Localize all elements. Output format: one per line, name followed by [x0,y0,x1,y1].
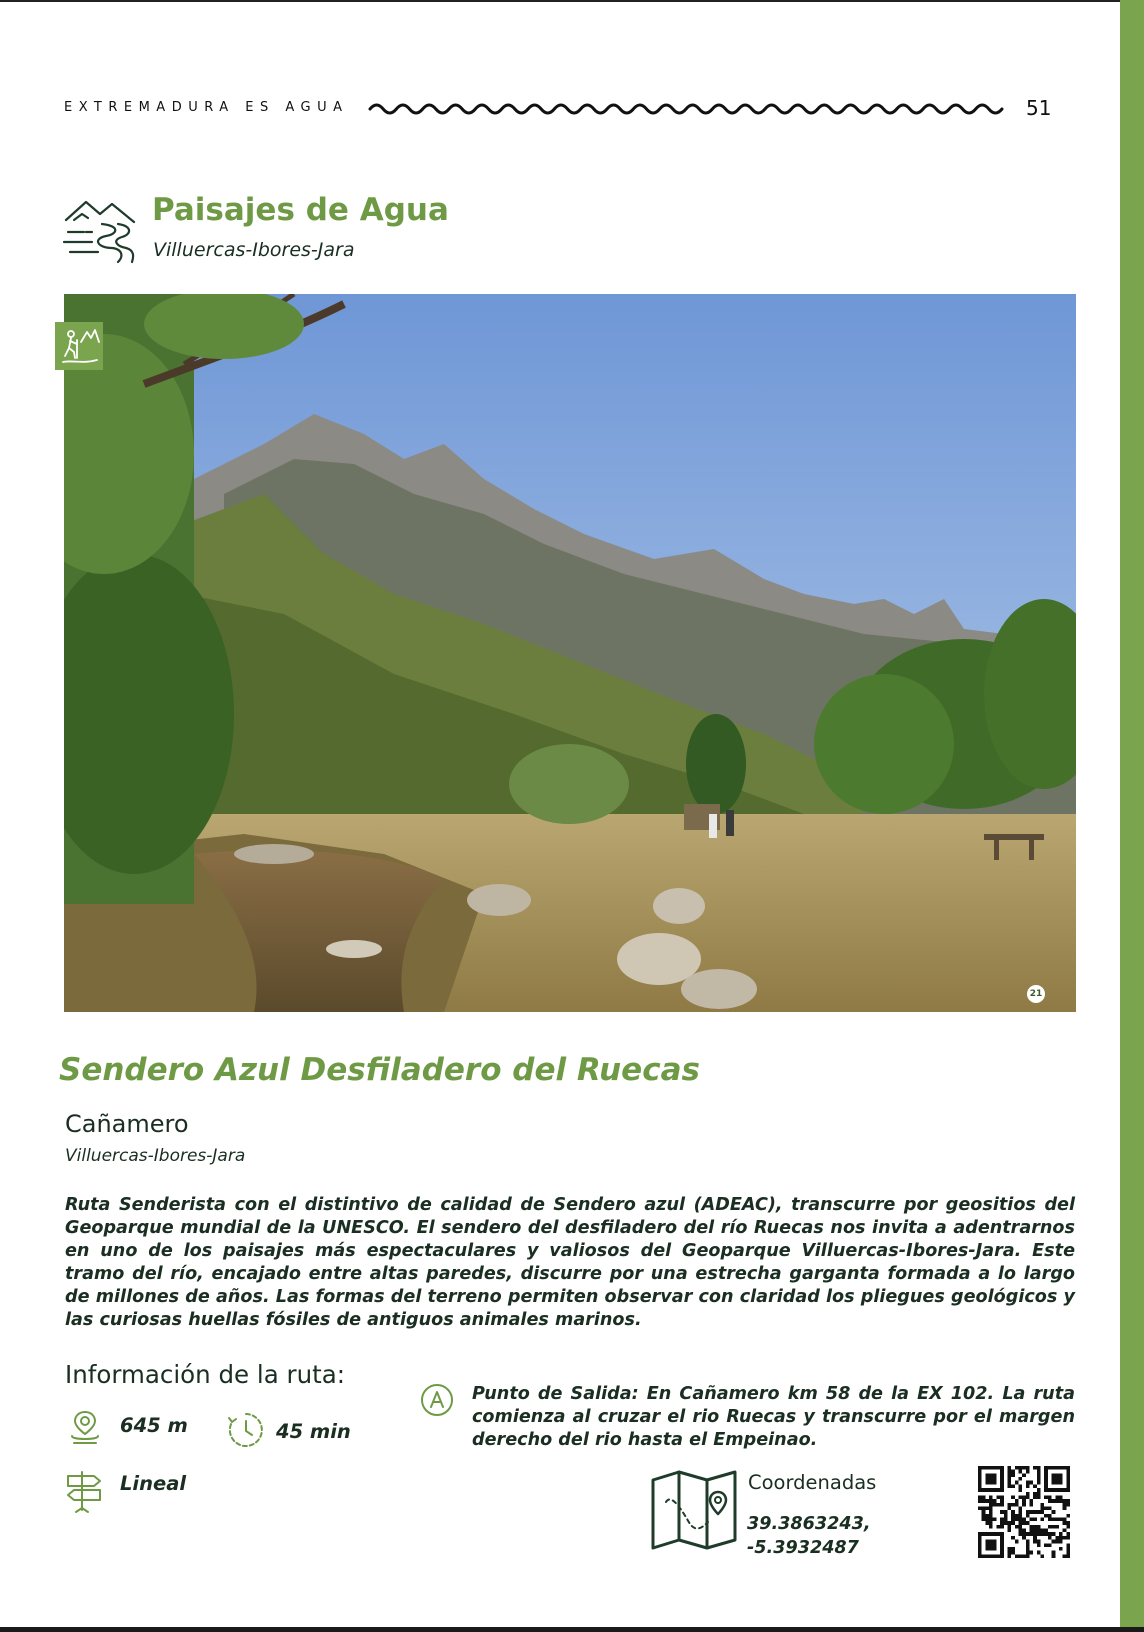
distance-pin-icon [66,1408,104,1446]
distance-value: 645 m [120,1414,188,1437]
page-number: 51 [1026,96,1052,120]
coordinates-longitude: -5.3932487 [747,1538,859,1558]
photo-number: 21 [1027,985,1045,1003]
section-subtitle: Villuercas-Ibores-Jara [153,239,355,261]
route-title: Sendero Azul Desfiladero del Ruecas [59,1052,700,1088]
route-type-value: Lineal [120,1472,187,1495]
start-point-text: Punto de Salida: En Cañamero km 58 de la EX 102. La ruta comienza al cruzar el rio Ruecas y transcurre por el margen derecho del rio hasta el Empeinao. [472,1384,1075,1450]
route-description: Ruta Senderista con el distintivo de calidad de Sendero azul (ADEAC), transcurre por geositios del Geoparque mundial de la UNESCO. El sendero del desfiladero del río Ruecas nos invita a adentrarnos en uno de los paisajes más espectaculares y valiosos del Geoparque Villuercas-Ibores-Jara. Este tramo del río, encajado entre altas paredes, discurre por una estrecha garganta formada a lo largo de millones de años. Las formas del terreno permiten observar con claridad los pliegues geológicos y las curiosas huellas fósiles de antiguos animales marinos. [65,1195,1075,1330]
coordinates-value [747,1512,871,1560]
region-name: Villuercas-Ibores-Jara [65,1146,246,1166]
landscape-photo [64,294,1076,1012]
duration-value: 45 min [276,1420,351,1443]
town-name: Cañamero [65,1110,189,1138]
start-point-icon [420,1383,454,1417]
info-heading: Información de la ruta: [65,1360,345,1389]
page-edge-bar [1120,0,1144,1632]
coordinates-label: Coordenadas [748,1471,877,1494]
qr-code[interactable] [978,1466,1070,1558]
folded-map-icon [650,1470,738,1550]
top-rule [0,0,1144,2]
photo-category-badge [55,322,103,370]
wave-divider [368,98,1004,120]
running-head: EXTREMADURA ES AGUA [64,100,349,115]
clock-icon [226,1410,266,1450]
mountain-river-icon [62,196,142,266]
signpost-icon [64,1470,106,1514]
hiker-icon [55,322,103,370]
bottom-rule [0,1627,1144,1632]
section-title: Paisajes de Agua [152,192,449,228]
coordinates-latitude: 39.3863243, [747,1514,871,1534]
